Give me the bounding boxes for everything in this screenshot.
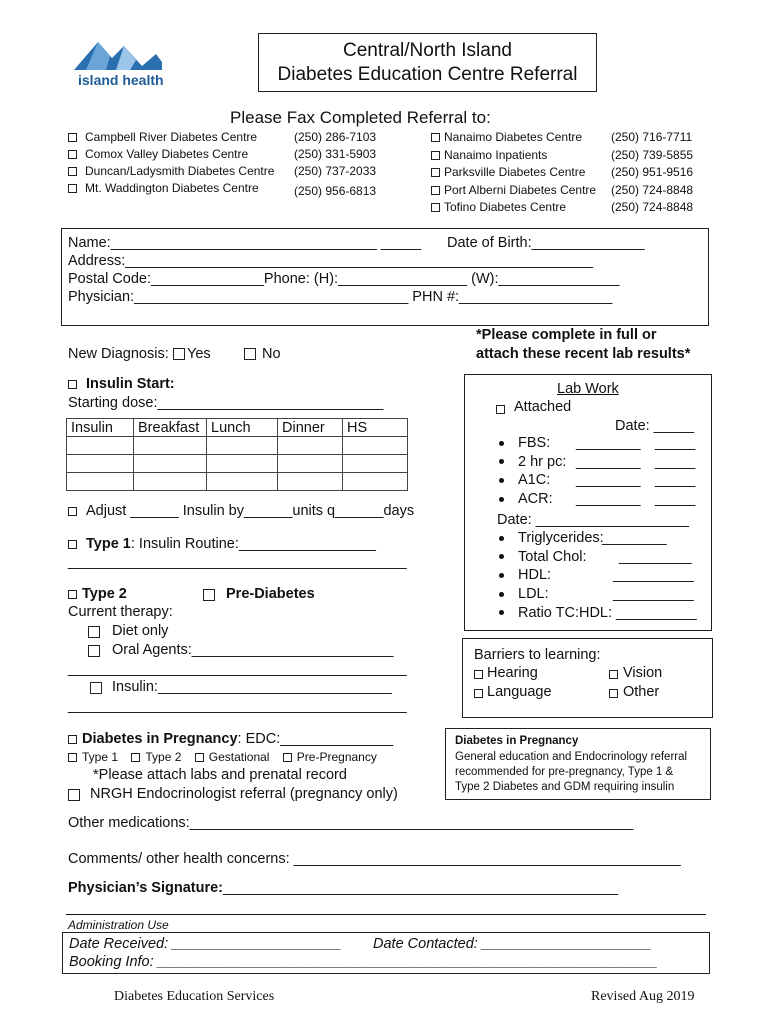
lab-work-title: Lab Work: [557, 381, 619, 397]
lab-test-item: [499, 472, 550, 488]
preg-type1-checkbox[interactable]: [68, 753, 77, 762]
adjust-checkbox[interactable]: [68, 507, 77, 516]
attach-labs-note: *Please attach labs and prenatal record: [93, 767, 347, 783]
other-label: Other: [623, 684, 660, 700]
lab-test-value2[interactable]: _____: [655, 491, 696, 508]
booking-info-field[interactable]: Booking Info: ______________________________________________________________: [69, 954, 658, 970]
form-title-line2: Diabetes Education Centre Referral: [277, 64, 578, 85]
yes-label: Yes: [187, 346, 211, 362]
lab-test-name: HDL:: [518, 567, 552, 584]
oral-agents-checkbox[interactable]: [88, 645, 100, 657]
lab-test-name: ACR:: [518, 491, 553, 508]
edc-field[interactable]: : EDC:______________: [237, 731, 394, 747]
fax-centre-name: Port Alberni Diabetes Centre: [444, 182, 597, 197]
lab-test-value[interactable]: ________: [576, 453, 641, 470]
fax-centre-name: Nanaimo Inpatients: [444, 147, 548, 162]
pregnancy-info-box: [445, 728, 711, 800]
fax-left-checkbox[interactable]: [68, 150, 77, 159]
lab-test-value[interactable]: __________: [613, 567, 694, 584]
preg-type2-label: Type 2: [145, 750, 182, 764]
pregnancy-checkbox[interactable]: [68, 735, 77, 744]
lab-test-name: LDL:: [518, 586, 549, 603]
current-therapy-label: Current therapy:: [68, 604, 173, 620]
gestational-label: Gestational: [208, 750, 270, 764]
other-medications-field[interactable]: Other medications:_______________________________________________________: [68, 815, 634, 831]
fax-centre-phone: (250) 739-5855: [611, 147, 694, 162]
table-header-row: [67, 419, 408, 437]
lab-test-value2[interactable]: _____: [655, 453, 696, 470]
new-diagnosis-label: New Diagnosis:: [68, 346, 169, 362]
vision-checkbox[interactable]: [609, 670, 618, 679]
bullet-icon: [499, 536, 504, 541]
type2-checkbox[interactable]: [68, 590, 77, 599]
col-insulin: Insulin: [67, 419, 134, 437]
fax-centre-name: Duncan/Ladysmith Diabetes Centre: [85, 164, 275, 178]
insulin-line[interactable]: __________________________________________: [68, 698, 407, 714]
fax-centre-phone: (250) 286-7103: [294, 130, 377, 144]
lab-test-item: [499, 530, 604, 546]
fax-centre-phone: (250) 716-7711: [611, 130, 693, 144]
oral-agents-line[interactable]: __________________________________________: [68, 661, 407, 677]
admin-rule: [66, 914, 706, 915]
lab-test-item: [499, 605, 612, 621]
bullet-icon: [499, 610, 504, 615]
type2-title: Type 2: [82, 586, 127, 602]
lab-test-name: A1C:: [518, 472, 551, 489]
footer-left: Diabetes Education Services: [114, 989, 275, 1004]
lab-test-name: Ratio TC:HDL:: [518, 604, 613, 621]
hearing-label: Hearing: [487, 665, 538, 681]
type1-routine[interactable]: : Insulin Routine:_________________: [130, 536, 376, 552]
table-row[interactable]: [67, 437, 408, 455]
fax-centre-name: Parksville Diabetes Centre: [444, 165, 586, 179]
preg-type1-label: Type 1: [82, 750, 119, 764]
fax-centre-name: Mt. Waddington Diabetes Centre: [85, 181, 259, 195]
date-received-field[interactable]: Date Received: _____________________: [69, 936, 342, 952]
fax-right-checkbox[interactable]: [431, 186, 440, 195]
lab-date2-field[interactable]: Date: ___________________: [497, 512, 689, 528]
lab-note-line2: attach these recent lab results*: [476, 346, 691, 362]
pregnancy-types: [68, 750, 377, 764]
pre-pregnancy-label: Pre-Pregnancy: [296, 750, 377, 764]
bullet-icon: [499, 497, 504, 502]
fax-centre-phone: (250) 951-9516: [611, 165, 694, 179]
lab-note-line1: *Please complete in full or: [476, 327, 657, 343]
col-breakfast: Breakfast: [134, 419, 207, 437]
preg-info-line1: General education and Endocrinology referral: [455, 751, 688, 763]
oral-agents-field[interactable]: Oral Agents:_________________________: [112, 642, 394, 658]
pregnancy-title: Diabetes in Pregnancy: [82, 731, 238, 747]
preg-info-title: Diabetes in Pregnancy: [455, 735, 579, 747]
form-title-line1: Central/North Island: [343, 40, 512, 61]
pregnancy-row: [82, 731, 393, 747]
lab-test-name: FBS:: [518, 435, 551, 451]
lab-test-item: [499, 586, 549, 602]
lab-test-value[interactable]: ________: [576, 435, 641, 451]
fax-centre-name: Tofino Diabetes Centre: [444, 200, 567, 214]
pre-pregnancy-checkbox[interactable]: [283, 753, 292, 762]
starting-dose-field[interactable]: Starting dose:____________________________: [68, 395, 384, 411]
lab-work-box: [464, 374, 712, 631]
lab-test-value[interactable]: ________: [602, 530, 667, 546]
diet-only-label: Diet only: [112, 623, 169, 639]
lab-date1-field[interactable]: Date: _____: [615, 418, 695, 434]
comments-field[interactable]: Comments/ other health concerns: ________________________________________________: [68, 851, 681, 867]
nrgh-checkbox[interactable]: [68, 789, 80, 801]
admin-heading: Administration Use: [68, 918, 169, 932]
insulin-field[interactable]: Insulin:_____________________________: [112, 679, 392, 695]
fax-left-checkbox[interactable]: [68, 133, 77, 142]
language-label: Language: [487, 684, 552, 700]
insulin-checkbox[interactable]: [90, 682, 102, 694]
fax-heading: Please Fax Completed Referral to:: [230, 108, 491, 127]
type1-checkbox[interactable]: [68, 540, 77, 549]
title-box: [258, 33, 597, 92]
insulin-start-checkbox[interactable]: [68, 380, 77, 389]
postal-phone-field[interactable]: Postal Code:______________Phone: (H):________________ (W):_______________: [68, 271, 620, 287]
fax-centre-phone: (250) 331-5903: [294, 147, 377, 161]
attached-label: Attached: [514, 399, 572, 415]
hearing-checkbox[interactable]: [474, 670, 483, 679]
no-label: No: [262, 346, 281, 362]
bullet-icon: [499, 478, 504, 483]
lab-test-value2[interactable]: _____: [655, 472, 696, 489]
lab-test-item: [499, 491, 553, 507]
fax-right-checkbox[interactable]: [431, 151, 440, 160]
adjust-field[interactable]: Adjust ______ Insulin by______units q______days: [86, 503, 415, 519]
preg-type2-checkbox[interactable]: [131, 753, 140, 762]
fax-centre-phone: (250) 724-8848: [611, 182, 694, 197]
fax-centre-name: Comox Valley Diabetes Centre: [85, 147, 249, 161]
col-lunch: Lunch: [207, 419, 278, 437]
fax-centre-name: Nanaimo Diabetes Centre: [444, 130, 583, 144]
lab-test-item: [499, 549, 587, 565]
lab-test-value[interactable]: __________: [613, 586, 694, 603]
preg-info-line3: Type 2 Diabetes and GDM requiring insulin: [455, 781, 675, 793]
physician-phn-field[interactable]: Physician:__________________________________ PHN #:___________________: [68, 289, 613, 305]
bullet-icon: [499, 573, 504, 578]
type1-row: [86, 536, 376, 552]
date-contacted-field[interactable]: Date Contacted: _____________________: [373, 936, 652, 952]
lab-test-value2[interactable]: _____: [655, 435, 696, 451]
fax-left-checkbox[interactable]: [68, 167, 77, 176]
lab-test-name: Triglycerides:: [518, 530, 604, 546]
fax-centre-phone: (250) 737-2033: [294, 164, 377, 178]
prediabetes-label: Pre-Diabetes: [226, 586, 315, 602]
insulin-table: [66, 418, 408, 491]
attached-checkbox[interactable]: [496, 405, 505, 414]
island-health-logo: [72, 36, 162, 92]
lab-test-name: Total Chol:: [518, 548, 587, 565]
col-hs: HS: [343, 419, 408, 437]
table-row[interactable]: [67, 473, 408, 491]
barriers-box: [462, 638, 713, 718]
address-field[interactable]: Address:__________________________________________________________: [68, 253, 593, 269]
col-dinner: Dinner: [278, 419, 343, 437]
lab-test-item: [499, 454, 566, 470]
signature-label: Physician’s Signature:: [68, 880, 223, 896]
fax-centre-name: Campbell River Diabetes Centre: [85, 130, 258, 144]
preg-info-line2: recommended for pre-pregnancy, Type 1 &: [455, 766, 674, 778]
diet-only-checkbox[interactable]: [88, 626, 100, 638]
gestational-checkbox[interactable]: [195, 753, 204, 762]
no-checkbox[interactable]: [244, 348, 256, 360]
type1-title: Type 1: [86, 536, 131, 552]
type1-line[interactable]: __________________________________________: [68, 554, 407, 570]
footer-right: Revised Aug 2019: [591, 989, 695, 1004]
prediabetes-checkbox[interactable]: [203, 589, 215, 601]
fax-right-checkbox[interactable]: [431, 203, 440, 212]
fax-centre-phone: (250) 956-6813: [294, 184, 377, 198]
lab-test-value[interactable]: ________: [576, 491, 641, 508]
lab-test-value[interactable]: _________: [619, 548, 692, 565]
bullet-icon: [499, 592, 504, 597]
nrgh-label: NRGH Endocrinologist referral (pregnancy only): [90, 786, 398, 802]
lab-test-item: [499, 567, 551, 583]
dob-field[interactable]: Date of Birth:______________: [447, 235, 645, 251]
vision-label: Vision: [623, 665, 663, 681]
mountain-logo-icon: [72, 36, 162, 76]
fax-right-checkbox[interactable]: [431, 168, 440, 177]
lab-test-name: 2 hr pc:: [518, 453, 567, 470]
lab-test-item: [499, 435, 550, 451]
other-checkbox[interactable]: [609, 689, 618, 698]
admin-box: [62, 932, 710, 974]
yes-checkbox[interactable]: [173, 348, 185, 360]
bullet-icon: [499, 459, 504, 464]
name-field[interactable]: Name:_________________________________ _____: [68, 235, 422, 251]
fax-right-checkbox[interactable]: [431, 133, 440, 142]
bullet-icon: [499, 554, 504, 559]
lab-test-value[interactable]: __________: [616, 604, 697, 621]
barriers-title: Barriers to learning:: [474, 647, 601, 663]
table-row[interactable]: [67, 455, 408, 473]
fax-left-checkbox[interactable]: [68, 184, 77, 193]
patient-info-box: [61, 228, 709, 326]
language-checkbox[interactable]: [474, 689, 483, 698]
signature-row[interactable]: [68, 880, 618, 896]
fax-centre-phone: (250) 724-8848: [611, 200, 694, 214]
insulin-start-title: Insulin Start:: [86, 376, 175, 392]
lab-test-value[interactable]: ________: [576, 472, 641, 489]
signature-line[interactable]: _________________________________________________: [222, 880, 619, 896]
logo-text: island health: [78, 72, 164, 88]
bullet-icon: [499, 441, 504, 446]
